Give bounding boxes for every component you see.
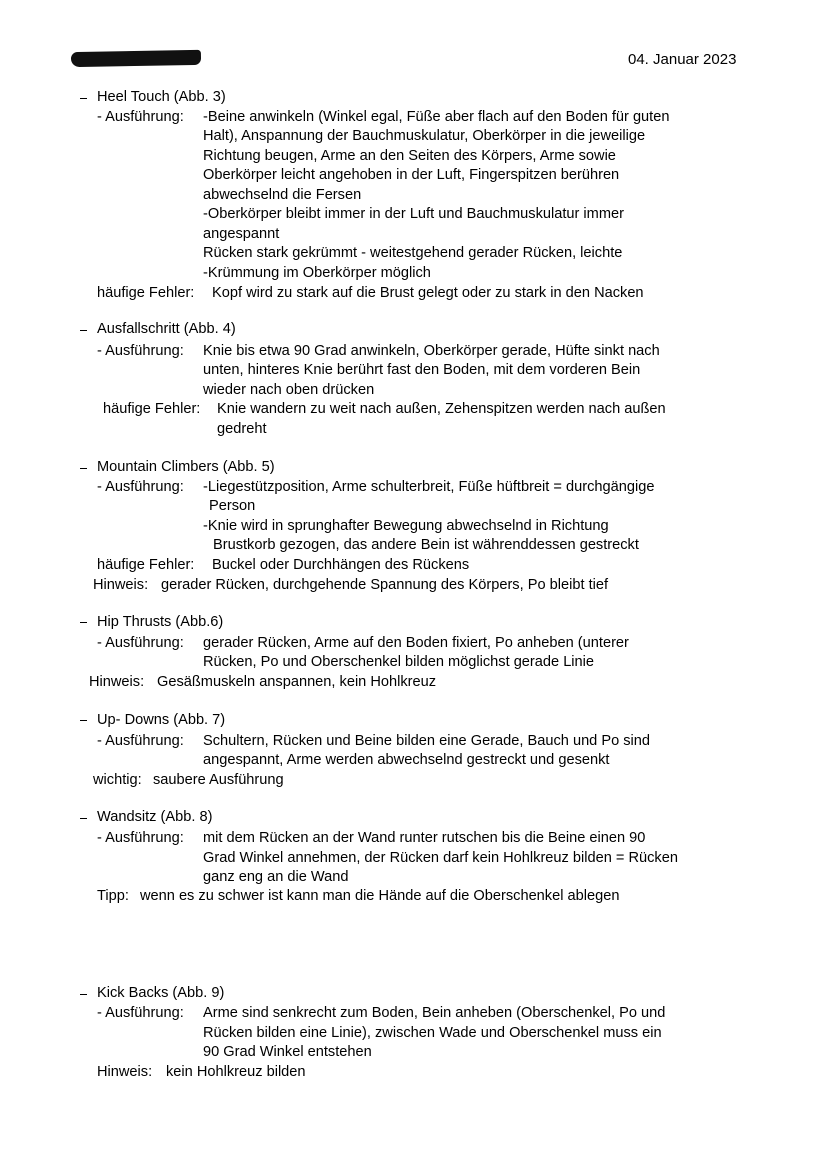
- text-line: Person: [209, 498, 256, 514]
- text-line: 90 Grad Winkel entstehen: [203, 1044, 372, 1060]
- section-title: Kick Backs (Abb. 9): [97, 985, 225, 1001]
- text-line: abwechselnd die Fersen: [203, 187, 362, 203]
- text-line: mit dem Rücken an der Wand runter rutschen bis die Beine einen 90: [203, 830, 646, 846]
- label-ausfuehrung: - Ausführung:: [97, 1005, 184, 1021]
- label-hinweis: Hinweis:: [97, 1064, 153, 1080]
- text-line: angespannt: [203, 226, 280, 242]
- text-line: -Liegestützposition, Arme schulterbreit, Füße hüftbreit = durchgängige: [203, 479, 655, 495]
- text-line: Gesäßmuskeln anspannen, kein Hohlkreuz: [157, 674, 437, 690]
- label-ausfuehrung: - Ausführung:: [97, 733, 184, 749]
- label-ausfuehrung: - Ausführung:: [97, 109, 184, 125]
- section-title: Wandsitz (Abb. 8): [97, 809, 213, 825]
- bullet-dash: [80, 468, 87, 469]
- text-line: Oberkörper leicht angehoben in der Luft, Fingerspitzen berühren: [203, 167, 620, 183]
- text-line: Rücken, Po und Oberschenkel bilden möglichst gerade Linie: [203, 654, 595, 670]
- text-line: Brustkorb gezogen, das andere Bein ist währenddessen gestreckt: [213, 537, 639, 553]
- text-line: gedreht: [217, 421, 267, 437]
- text-line: wieder nach oben drücken: [203, 382, 375, 398]
- label-haeufige-fehler: häufige Fehler:: [97, 557, 195, 573]
- text-line: -Beine anwinkeln (Winkel egal, Füße aber flach auf den Boden für guten: [203, 109, 670, 125]
- redacted-name-mark: [71, 50, 201, 67]
- text-line: Rücken bilden eine Linie), zwischen Wade und Oberschenkel muss ein: [203, 1025, 662, 1041]
- text-line: -Oberkörper bleibt immer in der Luft und Bauchmuskulatur immer: [203, 206, 624, 222]
- text-line: Halt), Anspannung der Bauchmuskulatur, Oberkörper in die jeweilige: [203, 128, 646, 144]
- text-line: Richtung beugen, Arme an den Seiten des Körpers, Arme sowie: [203, 148, 616, 164]
- section-title: Heel Touch (Abb. 3): [97, 89, 226, 105]
- text-line: wenn es zu schwer ist kann man die Hände auf die Oberschenkel ablegen: [140, 888, 620, 904]
- section-title: Hip Thrusts (Abb.6): [97, 614, 224, 630]
- label-tipp: Tipp:: [97, 888, 129, 904]
- text-line: ganz eng an die Wand: [203, 869, 349, 885]
- text-line: saubere Ausführung: [153, 772, 284, 788]
- label-ausfuehrung: - Ausführung:: [97, 343, 184, 359]
- text-line: -Krümmung im Oberkörper möglich: [203, 265, 431, 281]
- label-wichtig: wichtig:: [93, 772, 142, 788]
- document-date: 04. Januar 2023: [628, 51, 737, 68]
- section-title: Ausfallschritt (Abb. 4): [97, 321, 236, 337]
- text-line: Schultern, Rücken und Beine bilden eine Gerade, Bauch und Po sind: [203, 733, 651, 749]
- text-line: kein Hohlkreuz bilden: [166, 1064, 306, 1080]
- text-line: gerader Rücken, durchgehende Spannung des Körpers, Po bleibt tief: [161, 577, 609, 593]
- label-haeufige-fehler: häufige Fehler:: [97, 285, 195, 301]
- text-line: Kopf wird zu stark auf die Brust gelegt oder zu stark in den Nacken: [212, 285, 644, 301]
- bullet-dash: [80, 98, 87, 99]
- label-haeufige-fehler: häufige Fehler:: [103, 401, 201, 417]
- label-ausfuehrung: - Ausführung:: [97, 830, 184, 846]
- label-ausfuehrung: - Ausführung:: [97, 479, 184, 495]
- bullet-dash: [80, 622, 87, 623]
- text-line: Grad Winkel annehmen, der Rücken darf kein Hohlkreuz bilden = Rücken: [203, 850, 678, 866]
- text-line: gerader Rücken, Arme auf den Boden fixiert, Po anheben (unterer: [203, 635, 629, 651]
- label-hinweis: Hinweis:: [89, 674, 145, 690]
- section-title: Mountain Climbers (Abb. 5): [97, 459, 275, 475]
- section-title: Up- Downs (Abb. 7): [97, 712, 226, 728]
- bullet-dash: [80, 720, 87, 721]
- text-line: angespannt, Arme werden abwechselnd gestreckt und gesenkt: [203, 752, 610, 768]
- text-line: Buckel oder Durchhängen des Rückens: [212, 557, 470, 573]
- bullet-dash: [80, 330, 87, 331]
- bullet-dash: [80, 994, 87, 995]
- label-ausfuehrung: - Ausführung:: [97, 635, 184, 651]
- label-hinweis: Hinweis:: [93, 577, 149, 593]
- text-line: Rücken stark gekrümmt - weitestgehend gerader Rücken, leichte: [203, 245, 623, 261]
- text-line: Arme sind senkrecht zum Boden, Bein anheben (Oberschenkel, Po und: [203, 1005, 666, 1021]
- text-line: Knie wandern zu weit nach außen, Zehenspitzen werden nach außen: [217, 401, 666, 417]
- text-line: -Knie wird in sprunghafter Bewegung abwechselnd in Richtung: [203, 518, 609, 534]
- text-line: Knie bis etwa 90 Grad anwinkeln, Oberkörper gerade, Hüfte sinkt nach: [203, 343, 660, 359]
- text-line: unten, hinteres Knie berührt fast den Boden, mit dem vorderen Bein: [203, 362, 641, 378]
- bullet-dash: [80, 818, 87, 819]
